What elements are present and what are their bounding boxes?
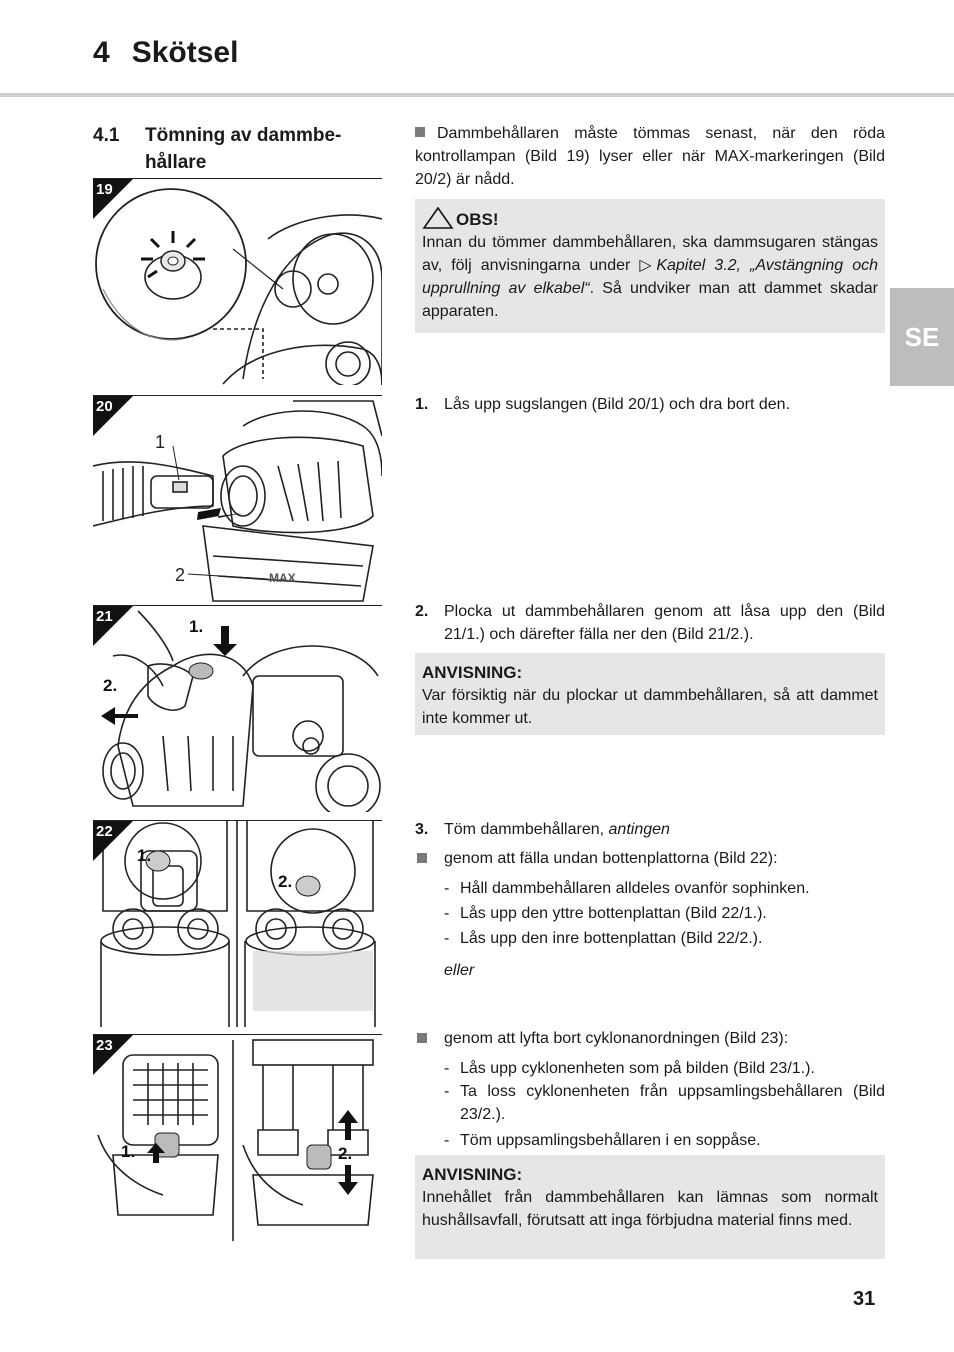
callout-2: 2 (175, 565, 186, 585)
obs-heading-text: OBS! (456, 210, 499, 229)
obs-warning-box (415, 199, 885, 333)
figure-20-illustration (93, 396, 382, 602)
note-box-1 (415, 653, 885, 735)
figure-number: 23 (96, 1037, 113, 1054)
max-marking: MAX (269, 571, 296, 585)
dash-marker: - (444, 1060, 450, 1077)
page-number: 31 (853, 1288, 876, 1310)
bullet-square-icon (417, 1033, 427, 1043)
figure-number: 22 (96, 823, 113, 840)
option-a-label: genom att fälla undan bottenplattorna (Bild 22): (444, 850, 778, 867)
step-number: 1. (415, 396, 429, 413)
list-item-text: Lås upp cyklonenheten som på bilden (Bild 23/1.). (460, 1060, 815, 1077)
step-2 (415, 600, 885, 646)
figure-19 (93, 178, 382, 385)
list-item (444, 1129, 885, 1152)
list-item (444, 927, 885, 950)
list-item-text: Ta loss cyklonenheten från uppsamlingsbehållaren (Bild 23/2.). (460, 1083, 885, 1123)
callout-1: 1. (137, 846, 152, 865)
step-text: Lås upp sugslangen (Bild 20/1) och dra bort den. (444, 396, 791, 413)
callout-1: 1. (121, 1142, 136, 1161)
figure-number: 19 (96, 181, 113, 198)
section-heading (93, 122, 383, 176)
obs-heading (422, 207, 878, 231)
section-title: Tömning av dammbe-hållare (145, 125, 342, 173)
intro-text: Dammbehållaren måste tömmas senast, när den röda kontrollampan (Bild 19) lyser eller när MAX-markeringen (Bild 20/2) är nådd. (415, 125, 885, 188)
step-text: Plocka ut dammbehållaren genom att låsa upp den (Bild 21/1.) och därefter fälla ner den (Bild 21/2.). (444, 603, 885, 643)
dash-marker: - (444, 880, 450, 897)
option-a (415, 847, 885, 870)
figure-21-illustration (93, 606, 382, 812)
list-item-text: Håll dammbehållaren alldeles ovanför sophinken. (460, 880, 810, 897)
dash-marker: - (444, 930, 450, 947)
obs-text-before: Innan du tömmer dammbehållaren, ska dammsugaren stängas av, följ anvisningarna under (422, 234, 878, 274)
note-text: Innehållet från dammbehållaren kan lämnas som normalt hushållsavfall, förutsatt att inga förbjudna material finns med. (422, 1189, 878, 1229)
figure-number: 21 (96, 608, 113, 625)
list-item-text: Lås upp den yttre bottenplattan (Bild 22/1.). (460, 905, 767, 922)
header-divider (0, 93, 954, 97)
note-heading: ANVISNING: (422, 1165, 523, 1184)
list-item (444, 877, 885, 900)
dash-marker: - (444, 1083, 450, 1100)
chapter-title (93, 36, 238, 70)
intro-paragraph (415, 122, 885, 191)
note-text: Var försiktig när du plockar ut dammbehållaren, så att dammet inte kommer ut. (422, 687, 878, 727)
section-number: 4.1 (93, 125, 120, 146)
dash-marker: - (444, 905, 450, 922)
list-item-text: Lås upp den inre bottenplattan (Bild 22/2.). (460, 930, 763, 947)
callout-2: 2. (278, 872, 293, 891)
step-1 (415, 393, 885, 416)
obs-body (422, 231, 878, 323)
figure-21 (93, 605, 382, 812)
step-text: Töm dammbehållaren, (444, 821, 609, 838)
language-tab: SE (890, 288, 954, 386)
figure-22-illustration (93, 821, 382, 1027)
callout-2: 2. (338, 1144, 353, 1163)
step-emphasis: antingen (608, 821, 670, 838)
step-number: 3. (415, 821, 429, 838)
callout-2: 2. (103, 676, 118, 695)
obs-text-after: . Så undviker man att dammet skadar apparaten. (422, 280, 878, 320)
reference-arrow-icon: ▷ (639, 257, 657, 274)
dash-marker: - (444, 1132, 450, 1149)
note-heading: ANVISNING: (422, 663, 523, 682)
step-number: 2. (415, 603, 429, 620)
option-b-label: genom att lyfta bort cyklonanordningen (Bild 23): (444, 1030, 789, 1047)
chapter-number: 4 (93, 36, 110, 69)
chapter-title-text: Skötsel (131, 36, 239, 69)
figure-number: 20 (96, 398, 113, 415)
bullet-square-icon (417, 853, 427, 863)
list-item (444, 1057, 885, 1080)
warning-triangle-icon (422, 207, 456, 229)
figure-20 (93, 395, 382, 602)
list-item-text: Töm uppsamlingsbehållaren i en soppåse. (460, 1132, 761, 1149)
note-box-2 (415, 1155, 885, 1259)
figure-23-illustration (93, 1035, 382, 1241)
list-item (444, 1080, 885, 1126)
figure-23 (93, 1034, 382, 1241)
bullet-square-icon (415, 127, 425, 137)
chapter-reference-link[interactable]: Kapitel 3.2, „Avstängning och upprullning av elkabel“ (422, 257, 878, 297)
or-text: eller (444, 962, 475, 979)
option-b (415, 1027, 885, 1050)
list-item (444, 902, 885, 925)
step-3 (415, 818, 885, 841)
callout-1: 1. (189, 617, 204, 636)
figure-22 (93, 820, 382, 1027)
callout-1: 1 (155, 432, 166, 452)
figure-19-illustration (93, 179, 382, 385)
